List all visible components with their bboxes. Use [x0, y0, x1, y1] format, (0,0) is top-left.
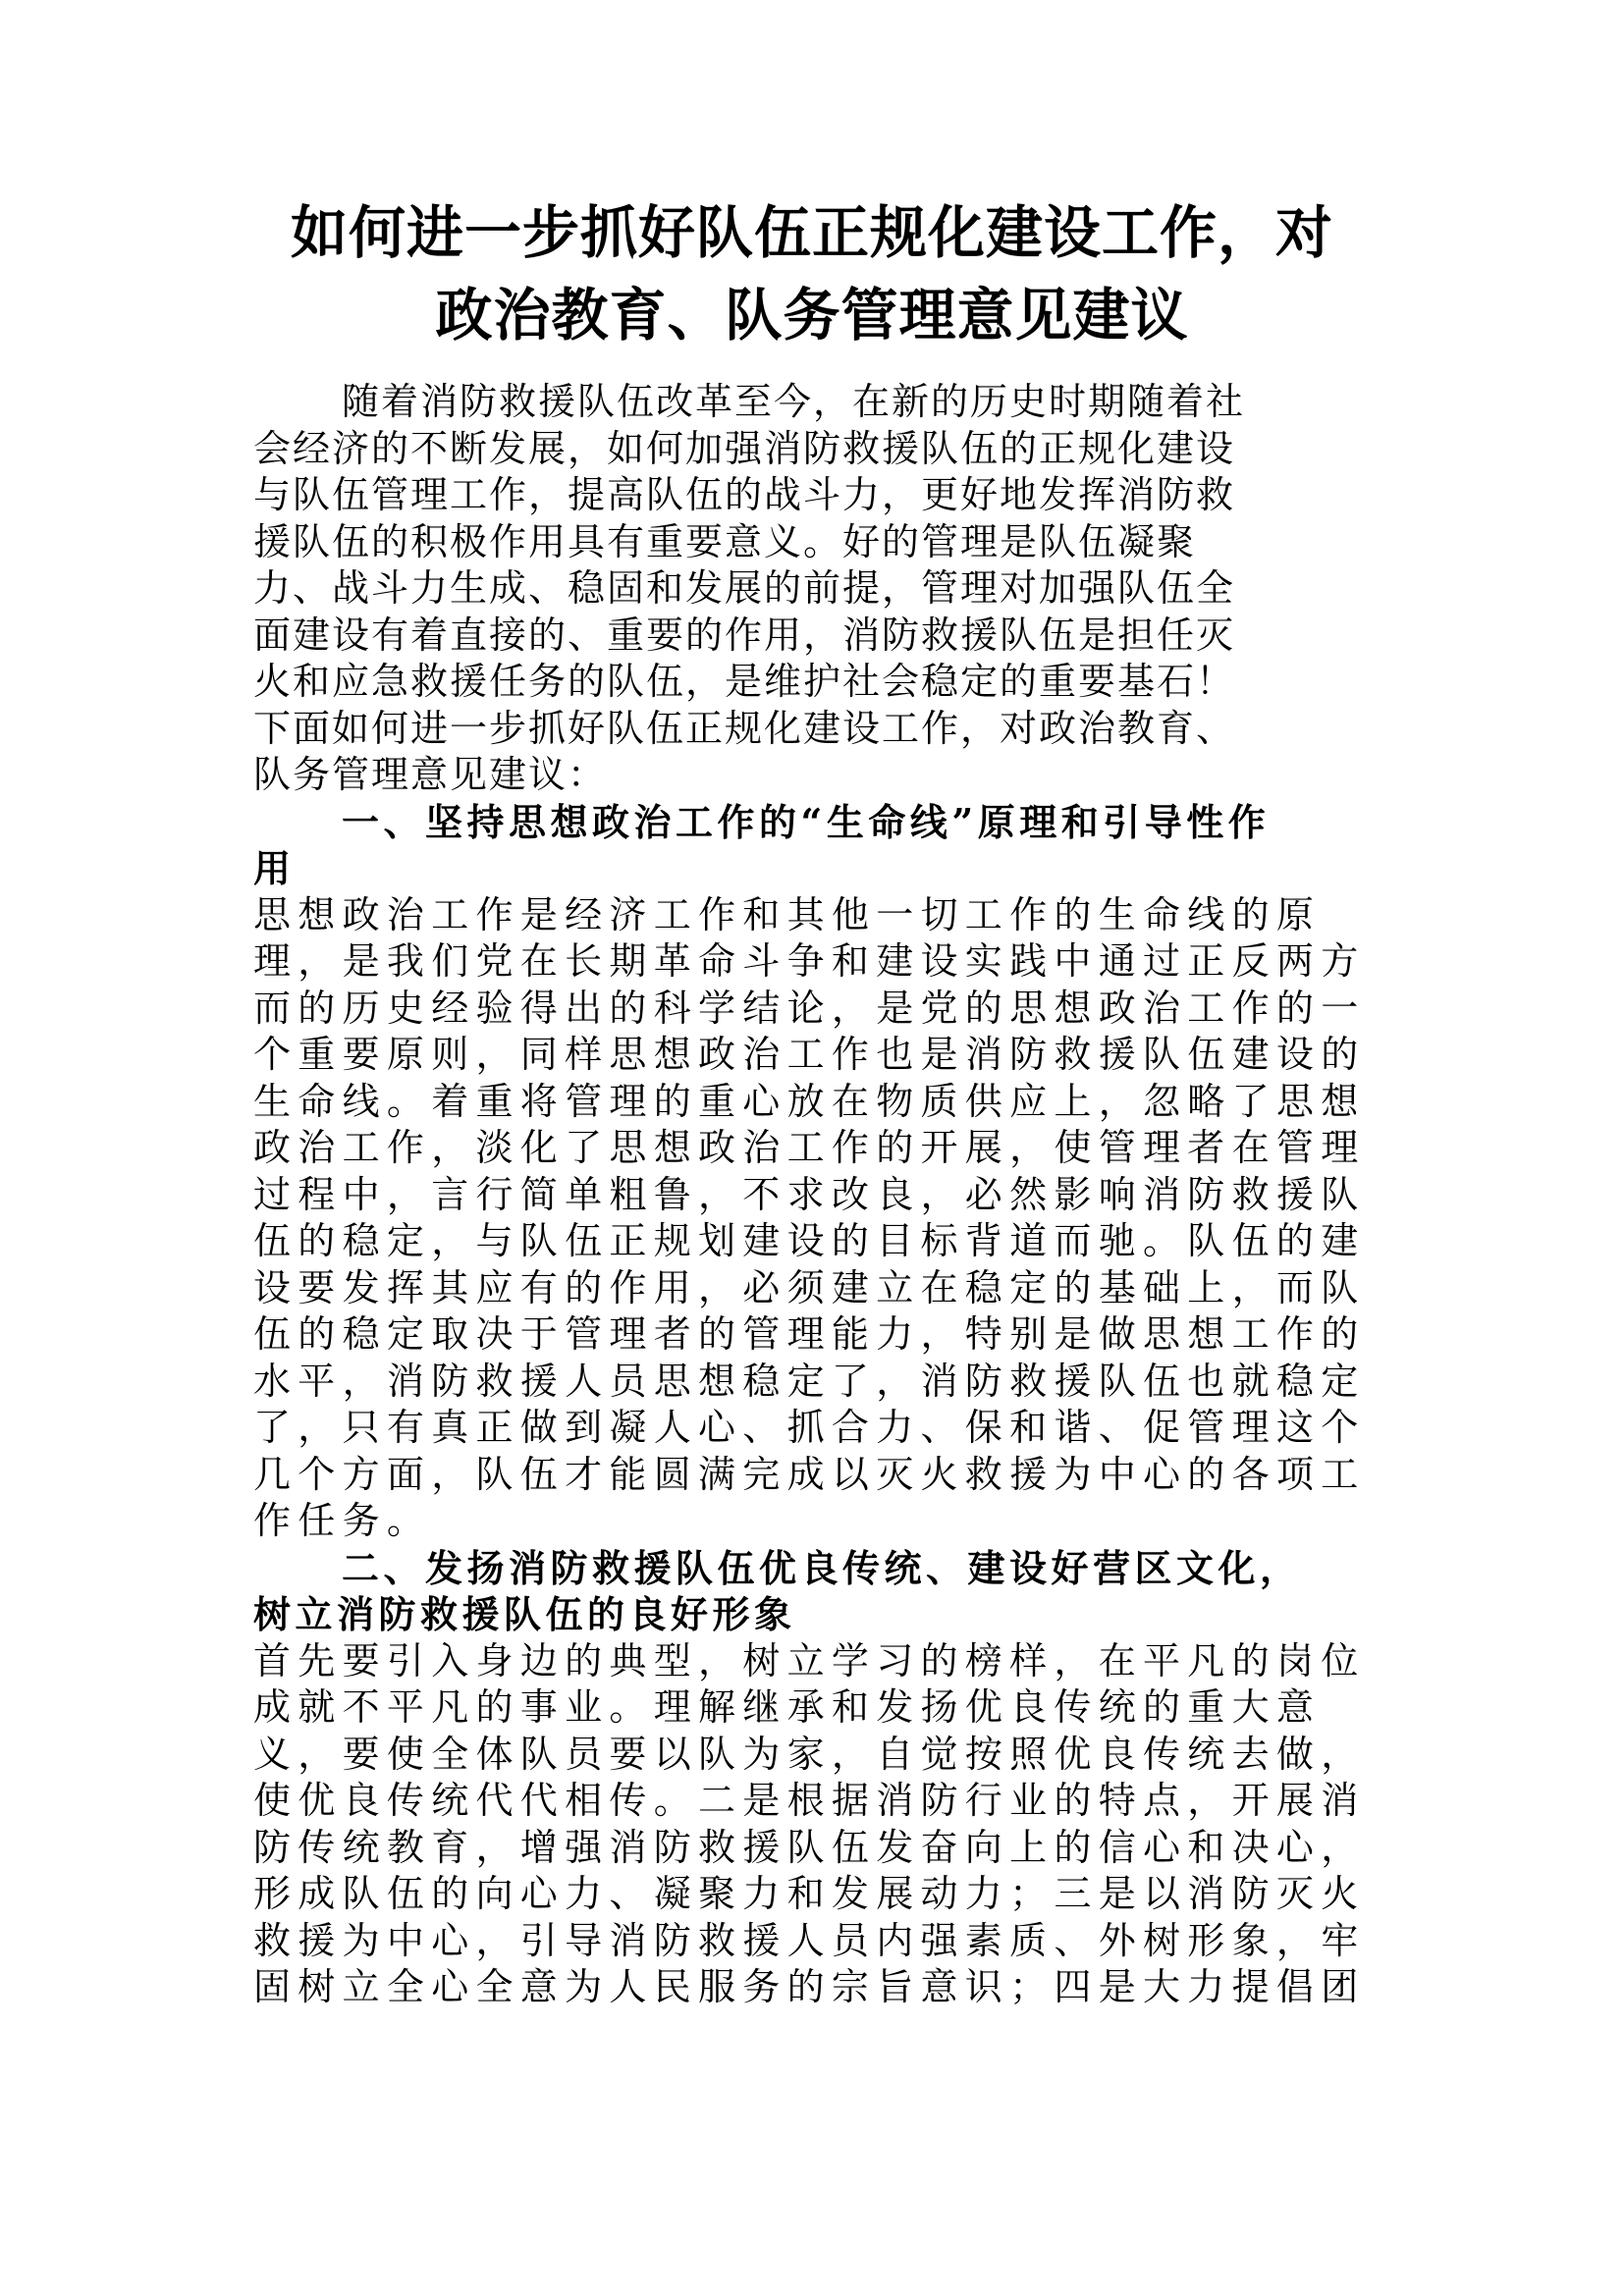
document-title [177, 191, 1447, 356]
paragraph-line: 水平，消防救援人员思想稳定了，消防救援队伍也就稳定 [253, 1359, 1366, 1403]
paragraph-line: 首先要引入身边的典型，树立学习的榜样，在平凡的岗位 [253, 1638, 1366, 1682]
intro-paragraph [253, 379, 1382, 799]
intro-line: 援队伍的积极作用具有重要意义。好的管理是队伍凝聚 [253, 519, 1197, 563]
paragraph-line: 理，是我们党在长期革命斗争和建设实践中通过正反两方 [253, 939, 1366, 983]
paragraph-line: 形成队伍的向心力、凝聚力和发展动力；三是以消防灭火 [253, 1872, 1366, 1915]
document-body [253, 379, 1382, 2011]
title-line-2: 政治教育、队务管理意见建议 [435, 282, 1189, 348]
paragraph-line: 使优良传统代代相传。二是根据消防行业的特点，开展消 [253, 1779, 1366, 1822]
paragraph-line: 设要发挥其应有的作用，必须建立在稳定的基础上，而队 [253, 1265, 1366, 1309]
intro-line: 火和应急救援任务的队伍，是维护社会稳定的重要基石！ [253, 660, 1236, 703]
paragraph-line: 防传统教育，增强消防救援队伍发奋向上的信心和决心， [253, 1825, 1366, 1869]
intro-line: 与队伍管理工作，提高队伍的战斗力，更好地发挥消防救 [253, 473, 1236, 516]
intro-line: 力、战斗力生成、稳固和发展的前提，管理对加强队伍全 [253, 566, 1236, 610]
paragraph-line: 伍的稳定，与队伍正规划建设的目标背道而驰。队伍的建 [253, 1219, 1366, 1262]
paragraph-line: 义，要使全体队员要以队为家，自觉按照优良传统去做， [253, 1732, 1366, 1776]
section-2-paragraph [253, 1638, 1382, 2011]
paragraph-line: 个重要原则，同样思想政治工作也是消防救援队伍建设的 [253, 1033, 1366, 1076]
heading-line: 用 [253, 846, 296, 890]
heading-line: 树立消防救援队伍的良好形象 [253, 1592, 796, 1636]
paragraph-line: 过程中，言行简单粗鲁，不求改良，必然影响消防救援队 [253, 1172, 1366, 1216]
heading-line: 一、坚持思想政治工作的“生命线”原理和引导性作 [342, 799, 1271, 844]
paragraph-line: 成就不平凡的事业。理解继承和发扬优良传统的重大意 [253, 1685, 1322, 1729]
intro-line: 会经济的不断发展，如何加强消防救援队伍的正规化建设 [253, 426, 1236, 470]
paragraph-line: 思想政治工作是经济工作和其他一切工作的生命线的原 [253, 892, 1322, 936]
paragraph-line: 政治工作，淡化了思想政治工作的开展，使管理者在管理 [253, 1126, 1366, 1169]
paragraph-line: 固树立全心全意为人民服务的宗旨意识；四是大力提倡团 [253, 1965, 1366, 2008]
intro-line: 队务管理意见建议： [253, 753, 608, 796]
paragraph-line: 而的历史经验得出的科学结论，是党的思想政治工作的一 [253, 986, 1366, 1030]
intro-line: 随着消防救援队伍改革至今，在新的历史时期随着社 [342, 380, 1246, 423]
title-line-1: 如何进一步抓好队伍正规化建设工作，对 [290, 199, 1333, 266]
heading-line: 二、发扬消防救援队伍优良传统、建设好营区文化， [342, 1545, 1302, 1590]
section-1-paragraph [253, 892, 1382, 1545]
section-1-heading [253, 799, 1382, 892]
paragraph-line: 伍的稳定取决于管理者的管理能力，特别是做思想工作的 [253, 1312, 1366, 1356]
paragraph-line: 了，只有真正做到凝人心、抓合力、保和谐、促管理这个 [253, 1406, 1366, 1449]
intro-line: 下面如何进一步抓好队伍正规化建设工作，对政治教育、 [253, 706, 1236, 750]
intro-line: 面建设有着直接的、重要的作用，消防救援队伍是担任灭 [253, 613, 1236, 657]
paragraph-line: 救援为中心，引导消防救援人员内强素质、外树形象，牢 [253, 1918, 1366, 1962]
paragraph-line: 作任务。 [253, 1499, 432, 1542]
paragraph-line: 生命线。着重将管理的重心放在物质供应上，忽略了思想 [253, 1079, 1366, 1123]
paragraph-line: 几个方面，队伍才能圆满完成以灭火救援为中心的各项工 [253, 1452, 1366, 1496]
section-2-heading [253, 1545, 1382, 1638]
